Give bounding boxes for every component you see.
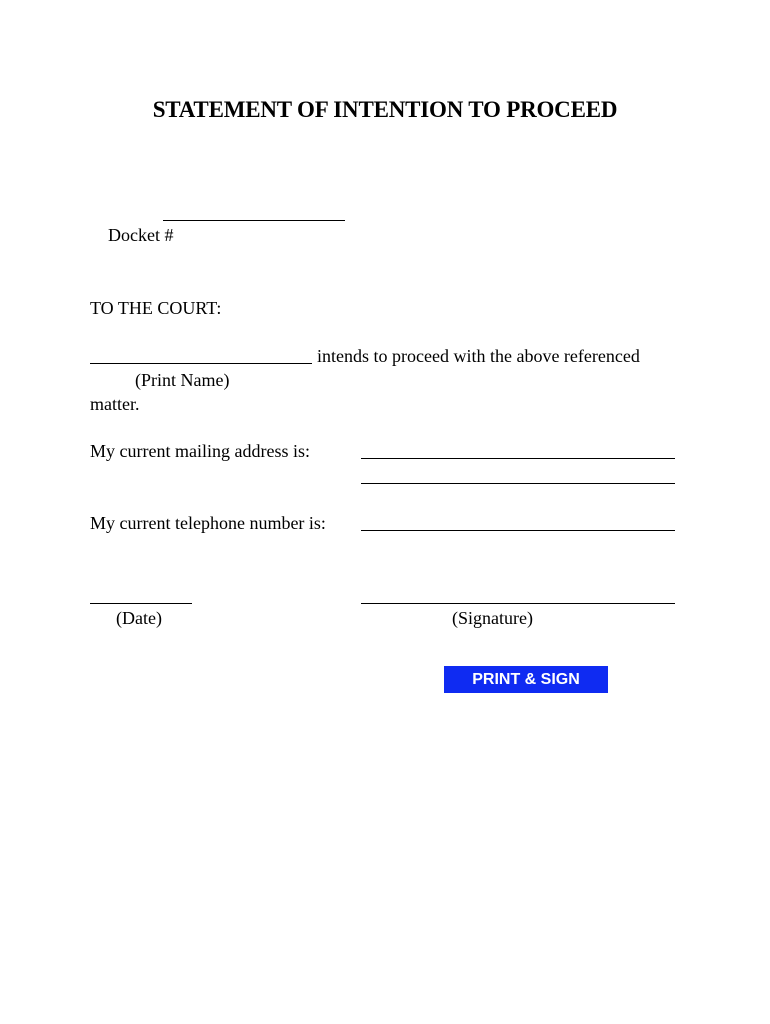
print-name-field[interactable] [90,363,312,364]
page-title: STATEMENT OF INTENTION TO PROCEED [152,97,618,122]
telephone-label: My current telephone number is: [90,513,326,533]
mailing-address-field-line2[interactable] [361,483,675,484]
docket-row [90,202,173,268]
telephone-field[interactable] [361,530,675,531]
mailing-address-label: My current mailing address is: [90,441,310,461]
print-sign-button[interactable]: PRINT & SIGN [444,666,608,693]
date-field[interactable] [90,603,192,604]
docket-field[interactable] [163,220,345,221]
signature-label: (Signature) [452,608,533,628]
print-name-label: (Print Name) [135,370,230,390]
docket-label: Docket # [108,225,174,245]
matter-text: matter. [90,394,140,414]
mailing-address-field-line1[interactable] [361,458,675,459]
date-label: (Date) [116,608,162,628]
signature-field[interactable] [361,603,675,604]
intent-text: intends to proceed with the above referenced [317,346,640,366]
salutation: TO THE COURT: [90,298,222,318]
